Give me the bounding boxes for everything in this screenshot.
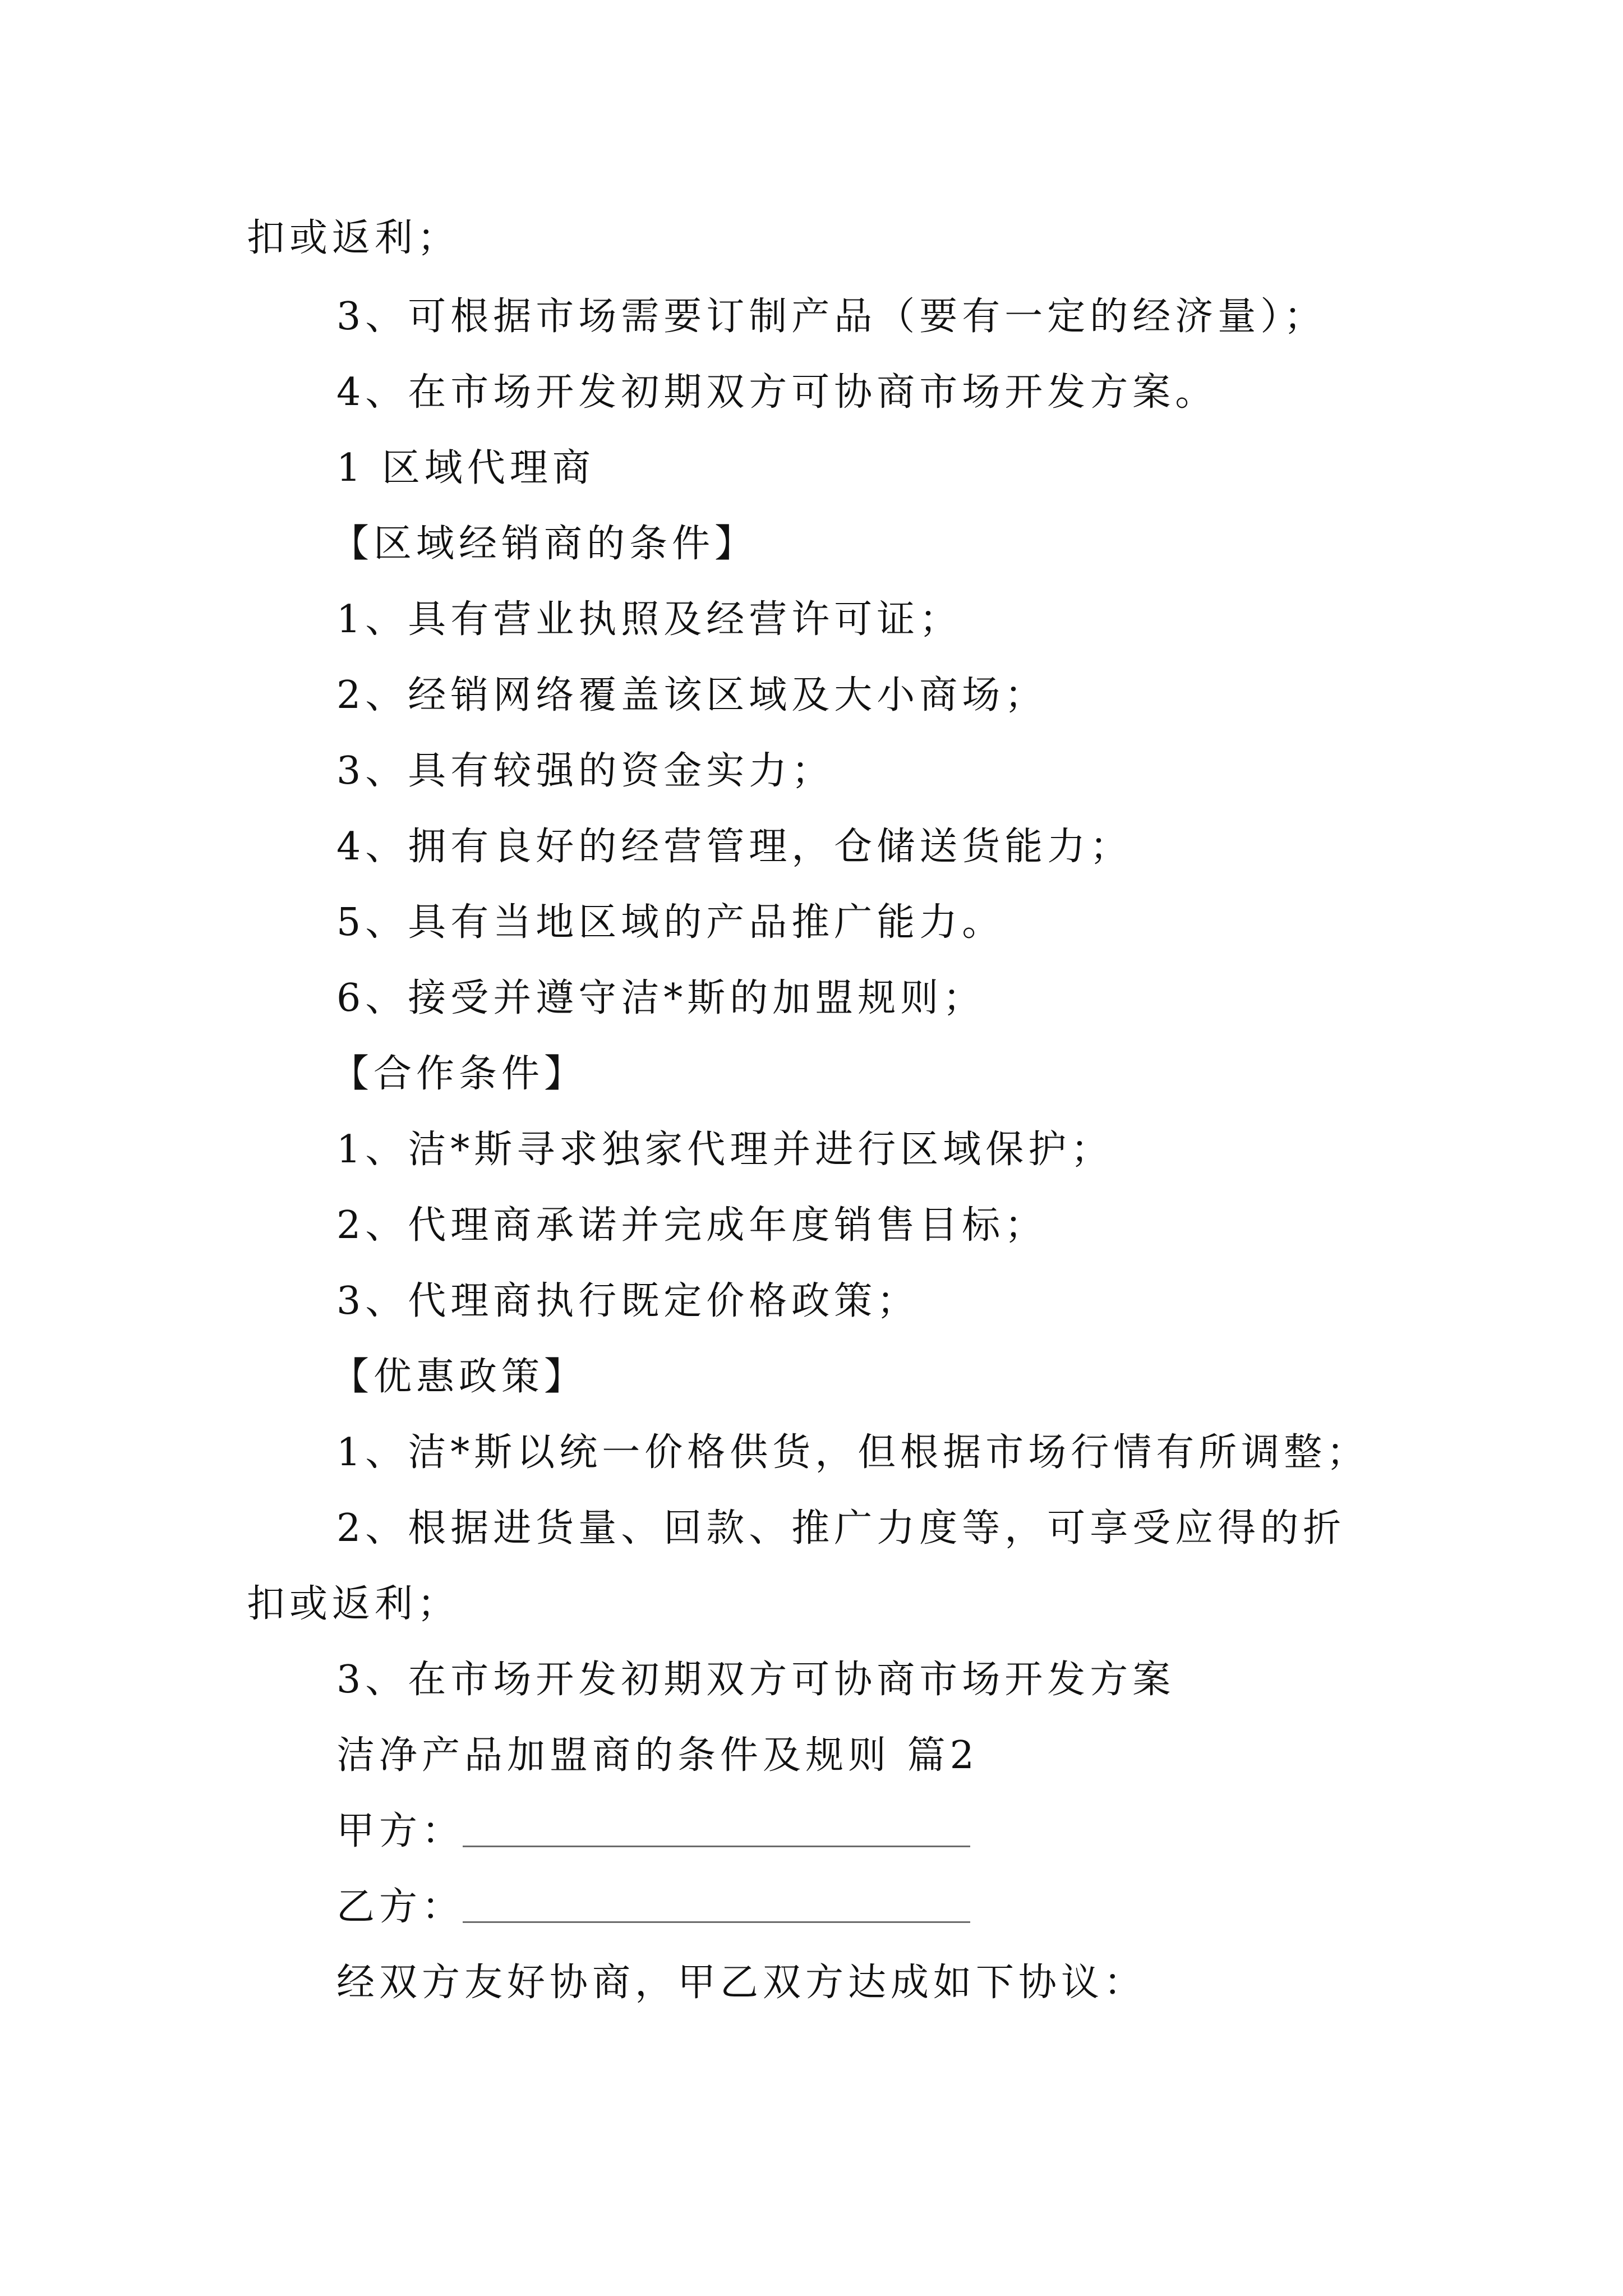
list-item: 1、具有营业执照及经营许可证；	[336, 597, 962, 642]
list-item: 3、在市场开发初期双方可协商市场开发方案	[336, 1658, 1175, 1702]
document-title: 洁净产品加盟商的条件及规则 篇2	[336, 1733, 979, 1778]
paragraph-line: 经双方友好协商，甲乙双方达成如下协议：	[336, 1961, 1147, 2005]
list-item: 6、接受并遵守洁*斯的加盟规则；	[336, 976, 986, 1020]
paragraph-line: 4、在市场开发初期双方可协商市场开发方案。	[336, 370, 1218, 415]
list-item: 2、根据进货量、回款、推广力度等，可享受应得的折	[336, 1506, 1346, 1550]
paragraph-line: 扣或返利；	[247, 216, 460, 260]
list-item: 1、洁*斯以统一价格供货，但根据市场行情有所调整；	[336, 1430, 1370, 1475]
paragraph-line: 扣或返利；	[247, 1582, 460, 1626]
party-b-blank-line	[463, 1921, 970, 1923]
party-b-row	[336, 1882, 464, 1932]
section-heading: 【区域经销商的条件】	[331, 522, 758, 566]
section-heading: 【合作条件】	[331, 1052, 587, 1096]
list-item: 1、洁*斯寻求独家代理并进行区域保护；	[336, 1128, 1114, 1172]
list-item: 2、代理商承诺并完成年度销售目标；	[336, 1203, 1048, 1248]
list-item: 4、拥有良好的经营管理，仓储送货能力；	[336, 825, 1133, 869]
section-heading: 【优惠政策】	[331, 1355, 587, 1399]
list-item: 5、具有当地区域的产品推广能力。	[336, 900, 1005, 945]
party-a-label: 甲方：	[336, 1809, 465, 1853]
list-item: 2、经销网络覆盖该区域及大小商场；	[336, 673, 1048, 717]
party-a-row	[336, 1806, 464, 1857]
paragraph-line: 3、可根据市场需要订制产品（要有一定的经济量）；	[336, 295, 1327, 339]
list-item: 3、代理商执行既定价格政策；	[336, 1279, 920, 1323]
section-heading: 1 区域代理商	[336, 446, 595, 490]
party-b-label: 乙方：	[336, 1885, 465, 1929]
party-a-blank-line	[463, 1846, 970, 1847]
list-item: 3、具有较强的资金实力；	[336, 749, 834, 793]
